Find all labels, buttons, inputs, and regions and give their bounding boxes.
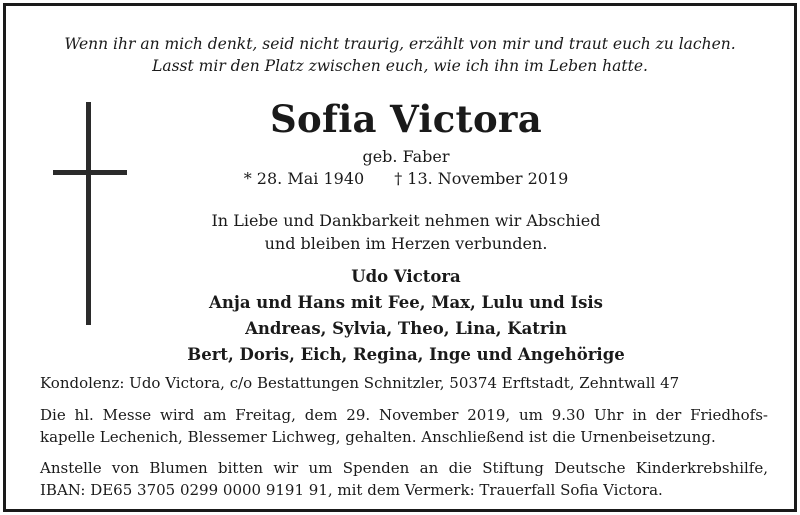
mass-announcement	[40, 404, 768, 448]
mass-line-2: kapelle Lechenich, Blessemer Lichweg, gehalten. Anschließend ist die Urnenbeisetzung.	[40, 428, 716, 446]
death-date: † 13. November 2019	[394, 169, 569, 188]
mourner-line: Andreas, Sylvia, Theo, Lina, Katrin	[245, 319, 567, 338]
birth-date: * 28. Mai 1940	[243, 169, 365, 188]
condolence-address: Kondolenz: Udo Victora, c/o Bestattungen Schnitzler, 50374 Erftstadt, Zehntwall 47	[40, 374, 680, 392]
cross-vertical-bar	[86, 102, 91, 325]
mourner-line: Anja und Hans mit Fee, Max, Lulu und Isis	[209, 293, 603, 312]
farewell-line-1: In Liebe und Dankbarkeit nehmen wir Abschied	[211, 211, 601, 230]
farewell-line-2: und bleiben im Herzen verbunden.	[264, 234, 548, 253]
mourner-line: Udo Victora	[351, 267, 461, 286]
farewell-text	[106, 209, 706, 255]
poem-line-2: Lasst mir den Platz zwischen euch, wie ich ihn im Leben hatte.	[152, 57, 648, 75]
life-dates	[106, 168, 706, 190]
donation-line-1: Anstelle von Blumen bitten wir um Spenden an die Stiftung Deutsche Kinderkrebshilfe,	[40, 459, 768, 477]
memorial-poem	[6, 33, 794, 77]
deceased-name: Sofia Victora	[269, 97, 542, 141]
mourner-line: Bert, Doris, Eich, Regina, Inge und Angehörige	[187, 345, 625, 364]
birth-name: geb. Faber	[362, 147, 450, 166]
donation-line-2: IBAN: DE65 3705 0299 0000 9191 91, mit dem Vermerk: Trauerfall Sofia Victora.	[40, 481, 663, 499]
mass-line-1: Die hl. Messe wird am Freitag, dem 29. November 2019, um 9.30 Uhr in der Friedhofs-	[40, 406, 768, 424]
poem-line-1: Wenn ihr an mich denkt, seid nicht traurig, erzählt von mir und traut euch zu lachen.	[64, 35, 736, 53]
mourners-list	[106, 264, 706, 368]
donation-request	[40, 457, 768, 501]
obituary-notice	[3, 3, 797, 512]
